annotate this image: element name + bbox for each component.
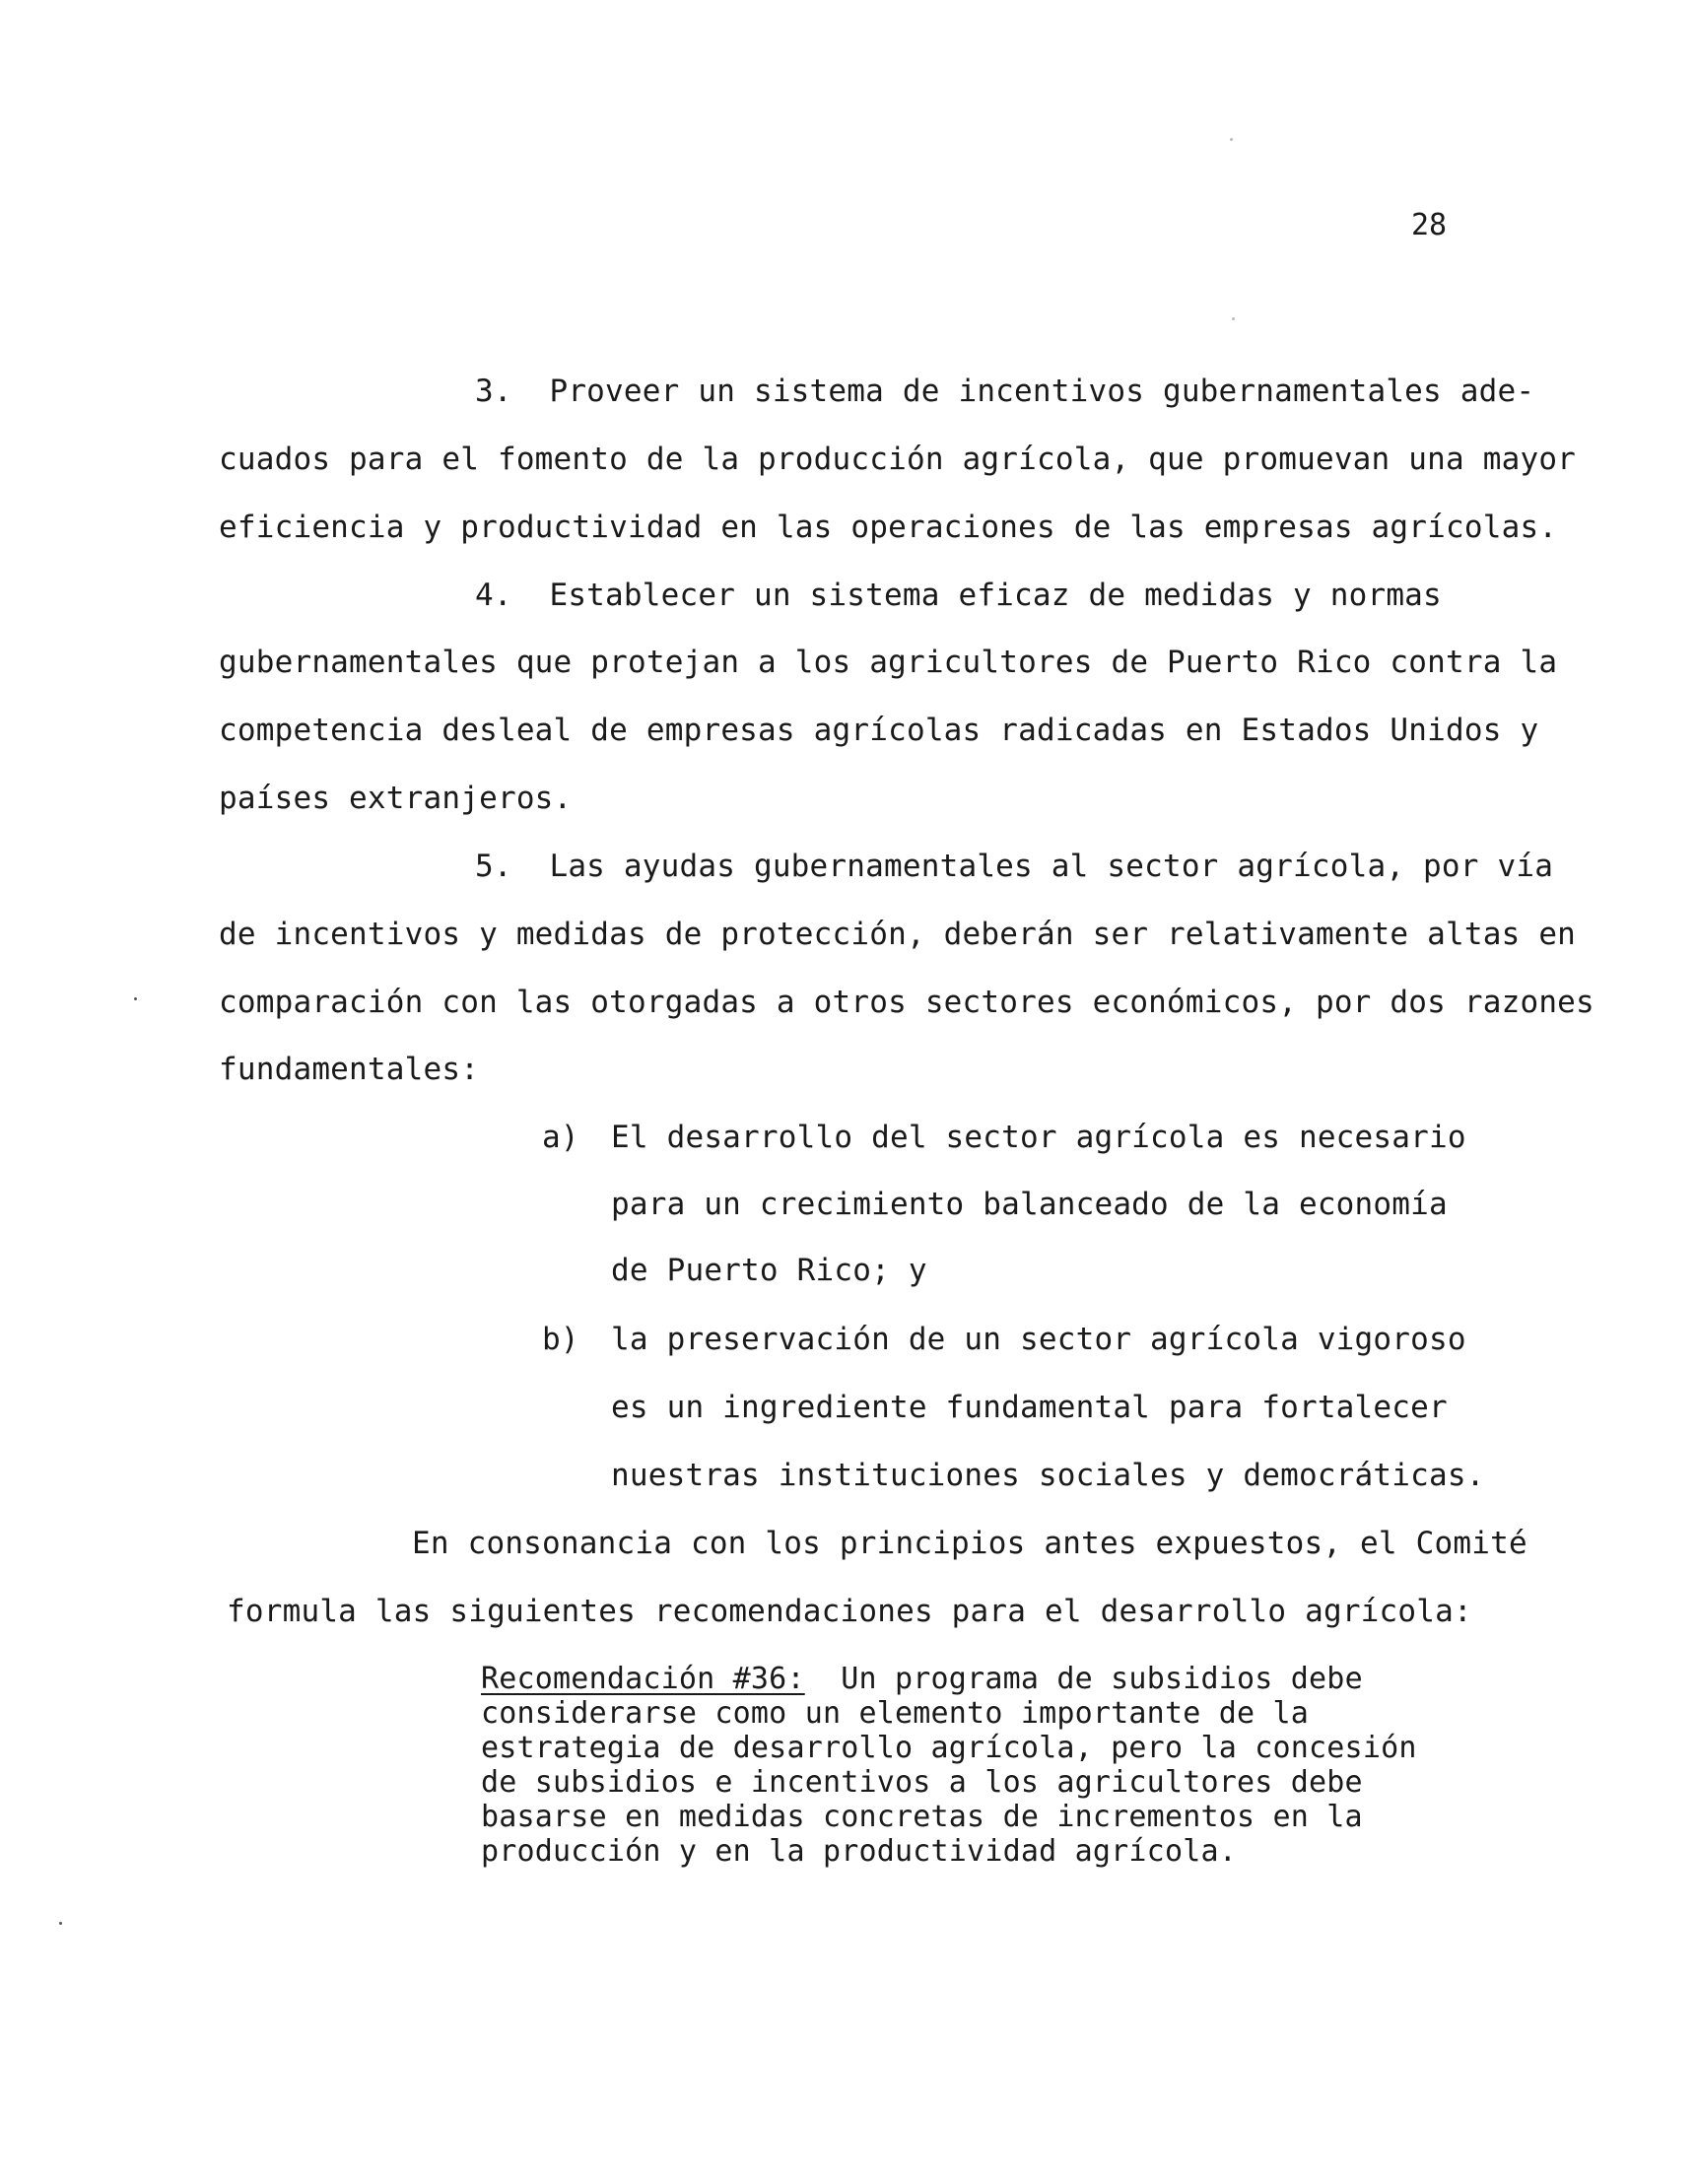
paragraph-line: En consonancia con los principios antes expuestos, el Comité [412,1526,1527,1561]
list-item-line: la preservación de un sector agrícola vigoroso [611,1322,1466,1357]
paragraph-line: 5. Las ayudas gubernamentales al sector agrícola, por vía [475,849,1554,884]
paragraph-line: de incentivos y medidas de protección, deberán ser relativamente altas en [219,917,1577,952]
scan-speck [1232,317,1235,320]
recommendation-line: considerarse como un elemento importante de la [481,1696,1310,1731]
recommendation-text: Un programa de subsidios debe [804,1662,1363,1696]
list-item-line: para un crecimiento balanceado de la economía [611,1187,1448,1222]
paragraph-line: 3. Proveer un sistema de incentivos gubernamentales ade- [475,374,1535,409]
list-item-line: es un ingrediente fundamental para fortalecer [611,1390,1448,1425]
list-marker: b) [542,1322,579,1357]
list-item-line: nuestras instituciones sociales y democráticas. [611,1458,1485,1493]
scan-speck [59,1922,62,1925]
paragraph-line: competencia desleal de empresas agrícolas radicadas en Estados Unidos y [219,713,1539,748]
recommendation-line: basarse en medidas concretas de incrementos en la [481,1800,1363,1834]
list-item-line: de Puerto Rico; y [611,1253,927,1288]
list-marker: a) [542,1120,579,1155]
recommendation-line: estrategia de desarrollo agrícola, pero la concesión [481,1731,1417,1765]
paragraph-line: comparación con las otorgadas a otros sectores económicos, por dos razones [219,985,1594,1020]
scan-speck [134,997,137,1000]
recommendation-first-line [481,1663,1363,1696]
paragraph-line: formula las siguientes recomendaciones para el desarrollo agrícola: [227,1594,1472,1629]
paragraph-line: fundamentales: [219,1052,480,1087]
recommendation-line: producción y en la productividad agrícola. [481,1834,1237,1869]
recommendation-label: Recomendación #36: [481,1662,805,1696]
paragraph-line: gubernamentales que protejan a los agricultores de Puerto Rico contra la [219,645,1558,680]
recommendation-line: de subsidios e incentivos a los agricultores debe [481,1765,1363,1800]
paragraph-line: países extranjeros. [219,781,573,816]
list-item-line: El desarrollo del sector agrícola es necesario [611,1120,1466,1155]
paragraph-line: cuados para el fomento de la producción agrícola, que promuevan una mayor [219,442,1577,477]
paragraph-line: eficiencia y productividad en las operaciones de las empresas agrícolas. [219,510,1558,545]
paragraph-line: 4. Establecer un sistema eficaz de medidas y normas [475,578,1442,613]
page-number: 28 [1411,208,1448,242]
scan-speck [1230,138,1233,141]
